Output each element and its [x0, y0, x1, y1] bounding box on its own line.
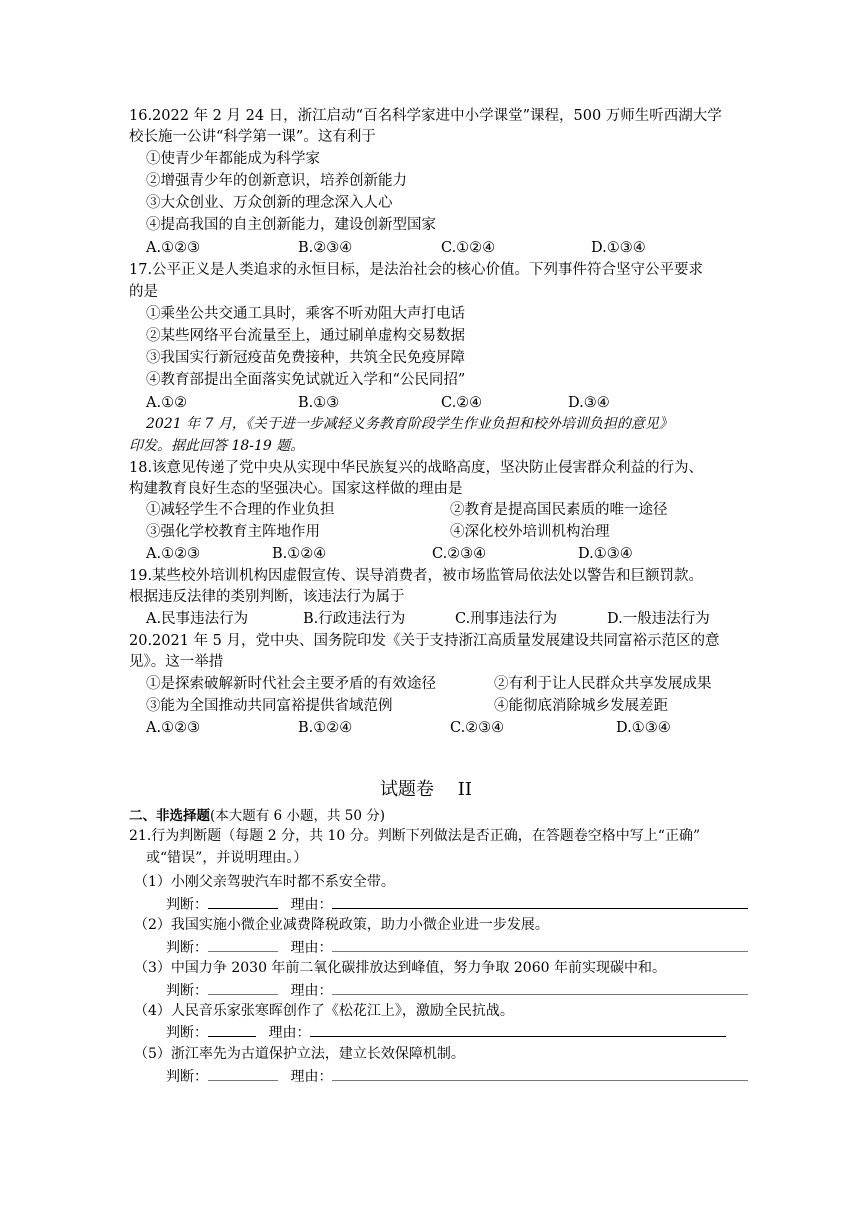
judge-blank[interactable]	[208, 937, 278, 952]
reason-label: 理由：	[290, 897, 333, 913]
reason-label: 理由：	[290, 1069, 333, 1085]
reason-label: 理由：	[290, 940, 333, 956]
section-heading	[129, 806, 385, 826]
q21-stem-line2: 或“错误”，并说明理由。）	[146, 850, 308, 866]
q20-stem-line1: 20.2021 年 5 月，党中央、国务院印发《关于支持浙江高质量发展建设共同富裕示范区的意	[129, 633, 720, 649]
q17-choice-d: D.③④	[568, 395, 610, 411]
q21-item-4: （4）人民音乐家张寒晖创作了《松花江上》，激励全民抗战。	[134, 1003, 514, 1019]
q16-choice-d: D.①③④	[591, 240, 646, 256]
q16-item-3: ③大众创业、万众创新的理念深入人心	[146, 195, 393, 211]
q18-stem-line1: 18.该意见传递了党中央从实现中华民族复兴的战略高度，坚决防止侵害群众利益的行为、	[129, 460, 704, 476]
judge-label: 判断：	[166, 1025, 208, 1041]
q17-stem-line1: 17.公平正义是人类追求的永恒目标，是法治社会的核心价值。下列事件符合坚守公平要求	[129, 262, 704, 278]
judge-label: 判断：	[166, 940, 208, 956]
q20-item-4: ④能彻底消除城乡发展差距	[494, 698, 668, 714]
judge-blank[interactable]	[208, 1022, 256, 1037]
q18-choice-d: D.①③④	[578, 546, 633, 562]
q18-item-1: ①减轻学生不合理的作业负担	[146, 502, 335, 518]
judge-blank[interactable]	[208, 894, 278, 909]
q20-choice-b: B.①②④	[298, 720, 353, 736]
q17-item-1: ①乘坐公共交通工具时，乘客不听劝阻大声打电话	[146, 306, 465, 322]
judge-blank[interactable]	[208, 1066, 278, 1081]
q18-item-2: ②教育是提高国民素质的唯一途径	[450, 502, 668, 518]
q20-item-2: ②有利于让人民群众共享发展成果	[494, 676, 712, 692]
judge-label: 判断：	[166, 897, 208, 913]
q20-item-3: ③能为全国推动共同富裕提供省域范例	[146, 698, 393, 714]
q16-choice-c: C.①②④	[441, 240, 496, 256]
q16-choice-a: A.①②③	[146, 240, 201, 256]
q17-stem-line2: 的是	[129, 284, 158, 300]
q21-item-1: （1）小刚父亲驾驶汽车时都不系安全带。	[134, 874, 395, 890]
q17-item-2: ②某些网络平台流量至上，通过刷单虚构交易数据	[146, 328, 465, 344]
reason-blank[interactable]	[310, 1022, 726, 1037]
q20-choice-c: C.②③④	[450, 720, 505, 736]
q19-choice-b: B.行政违法行为	[303, 611, 406, 627]
part2-title: 试题卷 II	[380, 779, 472, 800]
q17-item-4: ④教育部提出全面落实免试就近入学和“公民同招”	[146, 372, 466, 388]
section-heading-rest: (本大题有 6 小题，共 50 分)	[210, 808, 385, 824]
q17-choice-c: C.②④	[441, 395, 483, 411]
q16-choice-b: B.②③④	[298, 240, 353, 256]
q18-stem-line2: 构建教育良好生态的坚强决心。国家这样做的理由是	[129, 481, 463, 497]
section-heading-bold: 二、非选择题	[129, 808, 210, 824]
q18-item-4: ④深化校外培训机构治理	[450, 524, 610, 540]
q21-answer-row-2	[166, 937, 748, 958]
material-line1: 2021 年 7 月，《关于进一步减轻义务教育阶段学生作业负担和校外培训负担的意见》	[146, 416, 673, 432]
q21-answer-row-5	[166, 1066, 748, 1087]
reason-label: 理由：	[290, 983, 333, 999]
q18-choice-c: C.②③④	[432, 546, 487, 562]
q19-choice-d: D.一般违法行为	[607, 611, 710, 627]
judge-label: 判断：	[166, 983, 208, 999]
q21-item-2: （2）我国实施小微企业减费降税政策，助力小微企业进一步发展。	[134, 917, 549, 933]
material-line2: 印发。据此回答 18-19 题。	[129, 438, 305, 454]
reason-blank[interactable]	[332, 937, 748, 952]
reason-blank[interactable]	[332, 980, 748, 995]
q20-item-1: ①是探索破解新时代社会主要矛盾的有效途径	[146, 676, 436, 692]
q17-choice-a: A.①②	[146, 395, 188, 411]
q21-answer-row-1	[166, 894, 748, 915]
q21-item-3: （3）中国力争 2030 年前二氧化碳排放达到峰值，努力争取 2060 年前实现碳中和。	[134, 960, 666, 976]
reason-blank[interactable]	[332, 1066, 748, 1081]
q19-choice-a: A.民事违法行为	[146, 611, 249, 627]
q16-item-4: ④提高我国的自主创新能力，建设创新型国家	[146, 217, 436, 233]
q20-stem-line2: 见》。这一举措	[129, 654, 224, 670]
q18-choice-a: A.①②③	[146, 546, 201, 562]
reason-blank[interactable]	[332, 894, 748, 909]
q17-item-3: ③我国实行新冠疫苗免费接种，共筑全民免疫屏障	[146, 350, 465, 366]
q21-answer-row-4	[166, 1022, 726, 1043]
q16-stem-line2: 校长施一公讲“科学第一课”。这有利于	[129, 129, 376, 145]
q20-choice-a: A.①②③	[146, 720, 201, 736]
q16-stem-line1: 16.2022 年 2 月 24 日，浙江启动“百名科学家进中小学课堂”课程，500 万师生听西湖大学	[129, 108, 722, 124]
reason-label: 理由：	[268, 1025, 311, 1041]
q19-choice-c: C.刑事违法行为	[455, 611, 558, 627]
q19-stem-line1: 19.某些校外培训机构因虚假宣传、误导消费者，被市场监管局依法处以警告和巨额罚款。	[129, 568, 704, 584]
q19-stem-line2: 根据违反法律的类别判断，该违法行为属于	[129, 589, 405, 605]
q21-stem-line1: 21.行为判断题（每题 2 分，共 10 分。判断下列做法是否正确，在答题卷空格中写上“正确”	[129, 828, 701, 844]
q16-item-2: ②增强青少年的创新意识，培养创新能力	[146, 173, 407, 189]
q18-item-3: ③强化学校教育主阵地作用	[146, 524, 320, 540]
judge-blank[interactable]	[208, 980, 278, 995]
q21-answer-row-3	[166, 980, 748, 1001]
judge-label: 判断：	[166, 1069, 208, 1085]
q18-choice-b: B.①②④	[272, 546, 327, 562]
q21-item-5: （5）浙江率先为古道保护立法，建立长效保障机制。	[134, 1046, 465, 1062]
q16-item-1: ①使青少年都能成为科学家	[146, 151, 320, 167]
q20-choice-d: D.①③④	[616, 720, 671, 736]
q17-choice-b: B.①③	[298, 395, 340, 411]
